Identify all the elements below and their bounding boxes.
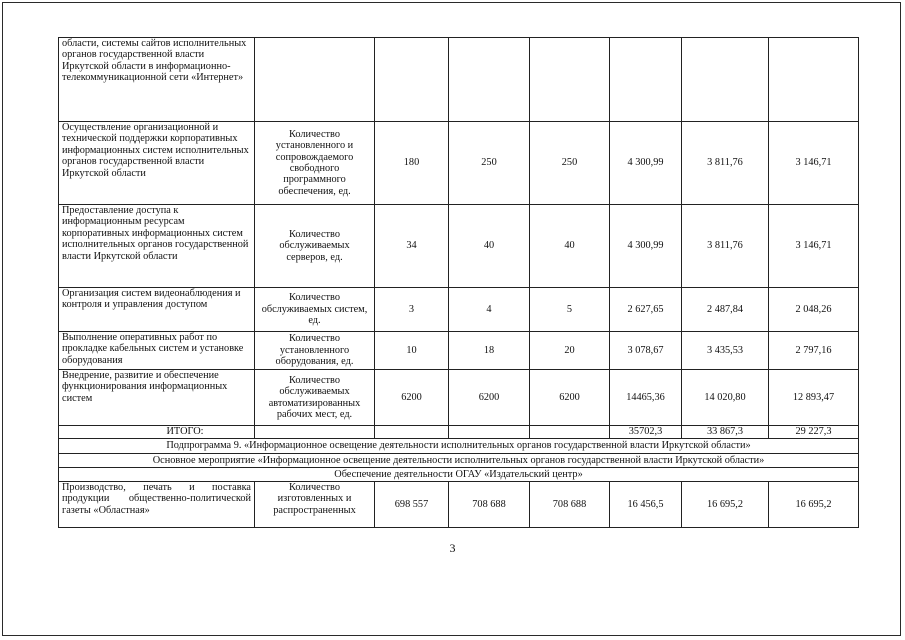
funding-year3: 12 893,47	[769, 370, 859, 426]
value-year2: 250	[449, 122, 530, 205]
funding-year3: 2 048,26	[769, 288, 859, 332]
funding-year3: 16 695,2	[769, 482, 859, 528]
funding-year2: 3 435,53	[682, 332, 769, 370]
funding-year1: 16 456,5	[610, 482, 682, 528]
subprogram-title: Подпрограмма 9. «Информационное освещение деятельности исполнительных органов государственной власти Иркутской области»	[59, 439, 859, 454]
value-year1	[375, 38, 449, 122]
measure-name: Осуществление организационной и технической поддержки корпоративных информационных систем исполнительных органов государственной власти Иркутской области	[59, 122, 255, 205]
table-row	[59, 332, 859, 370]
funding-year1: 2 627,65	[610, 288, 682, 332]
funding-year2	[682, 38, 769, 122]
page-number: 3	[449, 541, 456, 555]
measure-name: Предоставление доступа к информационным ресурсам корпоративных информационных систем исполнительных органов государственной власти Иркутской области	[59, 205, 255, 288]
main-measure-title: Основное мероприятие «Информационное освещение деятельности исполнительных органов государственной власти Иркутской области»	[59, 454, 859, 468]
empty-cell	[255, 426, 375, 439]
value-year3: 40	[530, 205, 610, 288]
value-year3: 708 688	[530, 482, 610, 528]
value-year2	[449, 38, 530, 122]
value-year1: 3	[375, 288, 449, 332]
value-year1: 180	[375, 122, 449, 205]
indicator: Количество установленного оборудования, ед.	[255, 332, 375, 370]
subprogram-row	[59, 439, 859, 454]
measure-name: Производство, печать и поставка продукции общественно-политической газеты «Областная»	[59, 482, 255, 528]
empty-cell	[449, 426, 530, 439]
value-year1: 10	[375, 332, 449, 370]
total-funding-year2: 33 867,3	[682, 426, 769, 439]
value-year1: 6200	[375, 370, 449, 426]
funding-year3: 3 146,71	[769, 205, 859, 288]
indicator: Количество обслуживаемых систем, ед.	[255, 288, 375, 332]
main-measure-row	[59, 454, 859, 468]
funding-year1	[610, 38, 682, 122]
funding-year1: 14465,36	[610, 370, 682, 426]
table-row	[59, 122, 859, 205]
indicator: Количество изготовленных и распространенных	[255, 482, 375, 528]
funding-year2: 14 020,80	[682, 370, 769, 426]
total-label: ИТОГО:	[59, 426, 255, 439]
measure-name: Внедрение, развитие и обеспечение функционирования информационных систем	[59, 370, 255, 426]
indicator	[255, 38, 375, 122]
funding-year1: 3 078,67	[610, 332, 682, 370]
value-year3: 6200	[530, 370, 610, 426]
measure-name: Выполнение оперативных работ по прокладке кабельных систем и установке оборудования	[59, 332, 255, 370]
funding-year1: 4 300,99	[610, 205, 682, 288]
table-row	[59, 38, 859, 122]
value-year2: 4	[449, 288, 530, 332]
total-row	[59, 426, 859, 439]
funding-year1: 4 300,99	[610, 122, 682, 205]
value-year3: 5	[530, 288, 610, 332]
table-row	[59, 370, 859, 426]
value-year2: 708 688	[449, 482, 530, 528]
support-row	[59, 468, 859, 482]
support-title: Обеспечение деятельности ОГАУ «Издательский центр»	[59, 468, 859, 482]
value-year2: 6200	[449, 370, 530, 426]
value-year2: 18	[449, 332, 530, 370]
value-year3	[530, 38, 610, 122]
funding-year2: 3 811,76	[682, 122, 769, 205]
funding-year3: 3 146,71	[769, 122, 859, 205]
table-row	[59, 205, 859, 288]
indicator: Количество обслуживаемых серверов, ед.	[255, 205, 375, 288]
program-table	[58, 37, 859, 528]
empty-cell	[375, 426, 449, 439]
funding-year2: 2 487,84	[682, 288, 769, 332]
empty-cell	[530, 426, 610, 439]
value-year1: 698 557	[375, 482, 449, 528]
measure-name: Организация систем видеонаблюдения и контроля и управления доступом	[59, 288, 255, 332]
funding-year3	[769, 38, 859, 122]
table-row	[59, 288, 859, 332]
value-year3: 250	[530, 122, 610, 205]
funding-year2: 3 811,76	[682, 205, 769, 288]
indicator: Количество обслуживаемых автоматизированных рабочих мест, ед.	[255, 370, 375, 426]
table-row	[59, 482, 859, 528]
measure-name: области, системы сайтов исполнительных органов государственной власти Иркутской области в информационно-телекоммуникационной сети «Интернет»	[59, 38, 255, 122]
funding-year2: 16 695,2	[682, 482, 769, 528]
indicator: Количество установленного и сопровождаемого свободного программного обеспечения, ед.	[255, 122, 375, 205]
total-funding-year1: 35702,3	[610, 426, 682, 439]
total-funding-year3: 29 227,3	[769, 426, 859, 439]
value-year1: 34	[375, 205, 449, 288]
funding-year3: 2 797,16	[769, 332, 859, 370]
value-year3: 20	[530, 332, 610, 370]
value-year2: 40	[449, 205, 530, 288]
